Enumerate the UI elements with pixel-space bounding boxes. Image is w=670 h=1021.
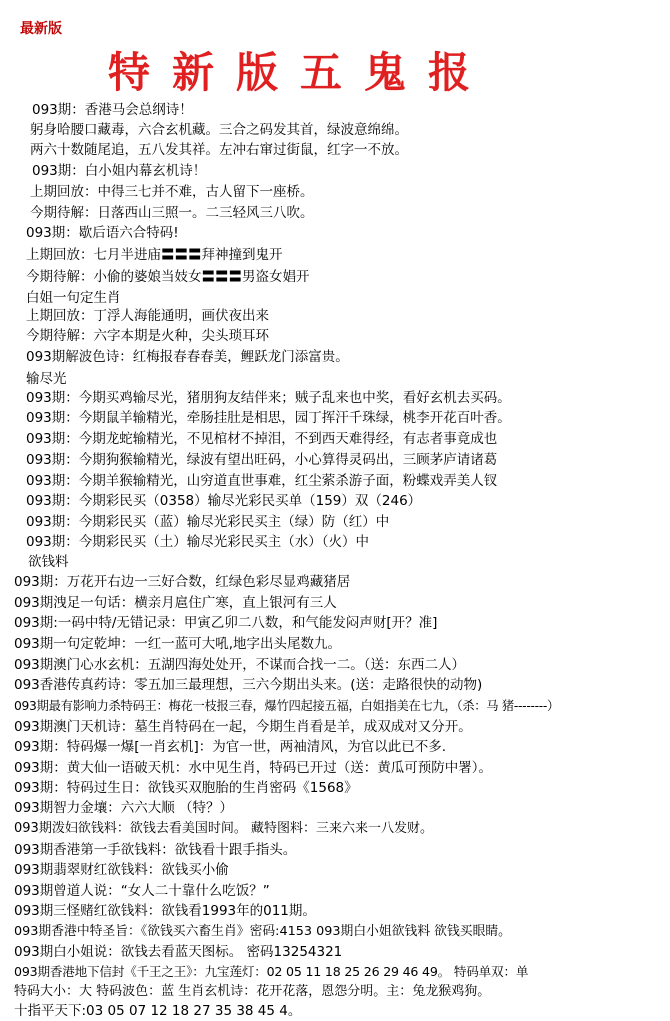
text-line: 093期香港地下信封《千王之王》：九宝莲灯：02 05 11 18 25 26 29 46 49。 特码单双：单 xyxy=(14,964,529,979)
text-line: 093期泼妇欲钱料：欲钱去看美国时间。 藏特图料：三来六来一八发财。 xyxy=(14,821,433,836)
text-line: 输尽光 xyxy=(26,371,67,387)
text-line: 093期最有影响力杀特码王：梅花一枝报三春，爆竹四起接五福，白姐指美在七九，（杀：马 猪--------） xyxy=(14,699,560,713)
text-line: 上期回放：中得三七并不难，古人留下一座桥。 xyxy=(30,184,314,200)
text-line: 今期待解：小偷的婆娘当妓女〓〓〓男盗女娼开 xyxy=(26,269,310,285)
text-line: 093期智力金壤：六六大顺 （特？） xyxy=(14,800,234,816)
text-line: 今期待解：日落西山三照一。二三轻风三八吹。 xyxy=(30,205,314,221)
text-line: 上期回放：丁浮人海能通明，画伏夜出来 xyxy=(26,308,269,324)
text-line: 093期：香港马会总纲诗！ xyxy=(32,102,193,118)
text-line: 093期：今期狗猴输精光，绿波有望出旺码，小心算得灵码出，三顾茅庐请诸葛 xyxy=(26,452,498,468)
page-title: 特新版五鬼报 xyxy=(107,48,492,97)
text-line: 093期：黄大仙一语破天机：水中见生肖，特码已开过（送：黄瓜可预防中署）。 xyxy=(14,760,493,776)
text-line: 两六十数随尾追，五八发其祥。左冲右窜过街鼠，红字一不放。 xyxy=(30,142,408,158)
text-line: 093期：白小姐内幕玄机诗！ xyxy=(32,163,207,179)
text-line: 093期澳门天机诗：墓生肖特码在一起，今期生肖看是羊，成双成对又分开。 xyxy=(14,719,472,735)
text-line: 093期：今期彩民买（0358）输尽光彩民买单（159）双（246） xyxy=(26,493,422,509)
text-line: 093期：特码爆一爆[一肖玄机]：为官一世，两袖清风，为官以此已不多. xyxy=(14,739,447,755)
text-line: 093期：今期彩民买（土）输尽光彩民买主（水）（火）中 xyxy=(26,534,370,550)
text-line: 093期解波色诗：红梅报春春春美，鲤跃龙门添富贵。 xyxy=(26,349,349,365)
text-line: 093期香港第一手欲钱料：欲钱看十跟手指头。 xyxy=(14,842,297,858)
text-line: 躬身哈腰口藏毒，六合玄机藏。三合之码发其首，绿波意绵绵。 xyxy=(30,122,408,138)
text-line: 今期待解：六字本期是火种，尖头琐耳环 xyxy=(26,328,269,344)
text-line: 十指平天下:03 05 07 12 18 27 35 38 45 4。 xyxy=(14,1003,302,1019)
text-line: 093期：万花开右边一三好合数，红绿色彩尽显鸡藏猪居 xyxy=(14,574,351,590)
text-line: 093期白小姐说：欲钱去看蓝天图标。 密码13254321 xyxy=(14,944,343,960)
text-line: 093期香港中特圣旨：《欲钱买六畜生肖》密码:4153 093期白小姐欲钱料 欲钱买眼睛。 xyxy=(14,924,511,939)
text-line: 093期：今期买鸡输尽光，猪朋狗友结伴来；贼子乱来也中奖，看好玄机去买码。 xyxy=(26,390,511,406)
text-line: 093期：今期彩民买（蓝）输尽光彩民买主（绿）防（红）中 xyxy=(26,514,390,530)
text-line: 093期曾道人说：“女人二十靠什么吃饭？” xyxy=(14,883,270,899)
text-line: 093期澳门心水玄机：五湖四海处处开，不谋而合找一二。（送：东西二人） xyxy=(14,657,466,673)
text-line: 特码大小：大 特码波色：蓝 生肖玄机诗：花开花落，恩怨分明。主：兔龙猴鸡狗。 xyxy=(14,984,491,999)
latest-version-tag: 最新版 xyxy=(20,21,62,37)
text-line: 白姐一句定生肖 xyxy=(26,290,121,306)
text-line: 093期：今期羊猴输精光，山穷道直世事难，红尘萦杀游子面，粉蝶戏弄美人钗 xyxy=(26,473,498,489)
text-line: 093期：特码过生日：欲钱买双胞胎的生肖密码《1568》 xyxy=(14,780,358,796)
text-line: 093期三怪赌红欲钱料：欲钱看1993年的011期。 xyxy=(14,903,316,919)
text-line: 093期：歇后语六合特码! xyxy=(26,225,179,241)
text-line: 欲钱料 xyxy=(28,554,69,570)
text-line: 093期翡翠财红欲钱料：欲钱买小偷 xyxy=(14,862,229,878)
text-line: 093期洩足一句话：横亲月扈住广寒，直上银河有三人 xyxy=(14,595,337,611)
text-line: 093期：今期龙蛇输精光，不见棺材不掉泪，不到西天难得经，有志者事竟成也 xyxy=(26,431,498,447)
text-line: 093期：今期鼠羊输精光，牵肠挂肚是相思，园丁挥汗千珠绿，桃李开花百叶香。 xyxy=(26,410,511,426)
text-line: 093期:一码中特/无错记录：甲寅乙卯二八数，和气能发闷声财[开？准] xyxy=(14,615,438,631)
text-line: 093期一句定乾坤：一红一蓝可大吼,地字出头尾数九。 xyxy=(14,636,342,652)
text-line: 093香港传真药诗：零五加三最理想，三六今期出头来。(送：走路很快的动物) xyxy=(14,677,483,693)
text-line: 上期回放：七月半进庙〓〓〓拜神撞到鬼开 xyxy=(26,247,283,263)
